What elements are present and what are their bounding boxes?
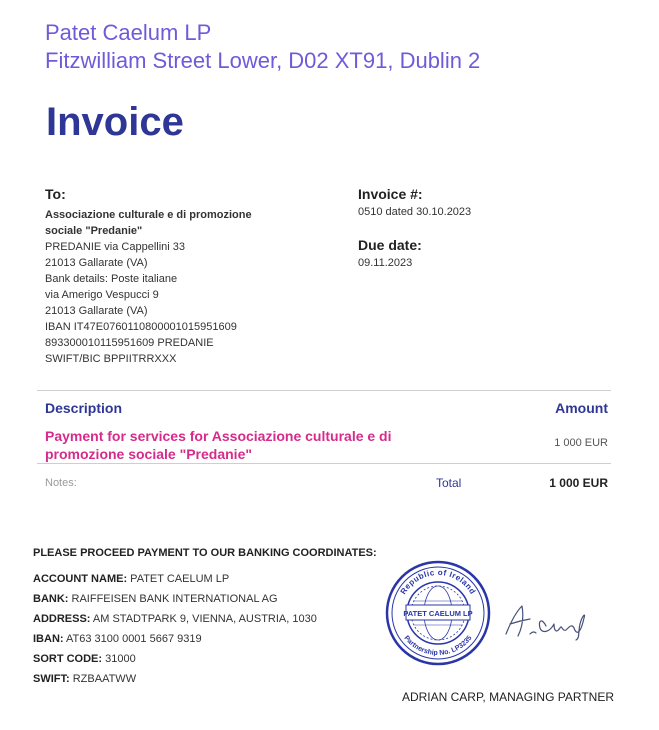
description-header: Description — [45, 400, 123, 416]
account-name-row — [33, 569, 393, 589]
recipient-name-line-1: Associazione culturale e di promozione — [45, 209, 252, 221]
recipient-line: Bank details: Poste italiane — [45, 273, 178, 285]
account-name-label: ACCOUNT NAME: — [33, 573, 128, 585]
due-date-label: Due date: — [358, 237, 422, 253]
recipient-line: 21013 Gallarate (VA) — [45, 257, 148, 269]
handwritten-signature — [496, 598, 596, 644]
iban-label: IBAN: — [33, 633, 64, 645]
line-item-description: Payment for services for Associazione culturale e di promozione sociale "Predanie" — [45, 428, 392, 462]
invoice-info — [358, 186, 471, 269]
signer-name: ADRIAN CARP, MANAGING PARTNER — [401, 690, 614, 704]
iban-value: AT63 3100 0001 5667 9319 — [66, 633, 202, 645]
recipient-line: PREDANIE via Cappellini 33 — [45, 241, 186, 253]
line-item-amount: 1 000 EUR — [554, 437, 608, 449]
notes-label: Notes: — [45, 477, 77, 489]
divider — [37, 463, 611, 464]
amount-header: Amount — [555, 400, 608, 416]
sort-code-row — [33, 649, 393, 669]
address-value: AM STADTPARK 9, VIENNA, AUSTRIA, 1030 — [92, 613, 317, 625]
sort-code-label: SORT CODE: — [33, 653, 103, 665]
sort-code-value: 31000 — [105, 653, 136, 665]
company-address: Fitzwilliam Street Lower, D02 XT91, Dublin 2 — [45, 48, 481, 73]
recipient-line: IBAN IT47E0760110800001015951609 — [45, 321, 237, 333]
recipient-line: 21013 Gallarate (VA) — [45, 305, 148, 317]
swift-value: RZBAATWW — [72, 673, 137, 685]
swift-label: SWIFT: — [33, 673, 70, 685]
total-value: 1 000 EUR — [549, 476, 608, 490]
to-label: To: — [45, 186, 66, 202]
recipient-line: 893300010115951609 PREDANIE — [45, 337, 214, 349]
svg-text:Partnership No. LP3235 — [402, 635, 473, 657]
invoice-number-label: Invoice #: — [358, 186, 423, 202]
account-name-value: PATET CAELUM LP — [130, 573, 230, 585]
company-name: Patet Caelum LP — [45, 20, 212, 45]
swift-row — [33, 669, 393, 689]
invoice-title: Invoice — [46, 100, 184, 144]
bank-row — [33, 589, 393, 609]
seal-center-text: PATET CAELUM LP — [403, 609, 473, 618]
banking-coordinates — [33, 547, 393, 689]
seal-bottom-text: Partnership No. LP3235 — [402, 634, 474, 658]
bank-label: BANK: — [33, 593, 69, 605]
invoice-number-value: 0510 dated 30.10.2023 — [358, 206, 472, 218]
seal-top-text: Republic of Ireland — [398, 567, 478, 596]
banking-heading: PLEASE PROCEED PAYMENT TO OUR BANKING COORDINATES: — [33, 547, 377, 559]
due-date-value: 09.11.2023 — [358, 257, 413, 269]
recipient-name-line-2: sociale "Predanie" — [45, 225, 143, 237]
address-row — [33, 609, 393, 629]
recipient-line: SWIFT/BIC BPPIITRRXXX — [45, 353, 177, 365]
company-seal-stamp — [384, 559, 492, 667]
recipient-block — [45, 186, 345, 367]
iban-row — [33, 629, 393, 649]
total-label: Total — [436, 476, 462, 490]
divider — [37, 390, 611, 391]
address-label: ADDRESS: — [33, 613, 91, 625]
recipient-line: via Amerigo Vespucci 9 — [45, 289, 159, 301]
bank-value: RAIFFEISEN BANK INTERNATIONAL AG — [71, 593, 278, 605]
